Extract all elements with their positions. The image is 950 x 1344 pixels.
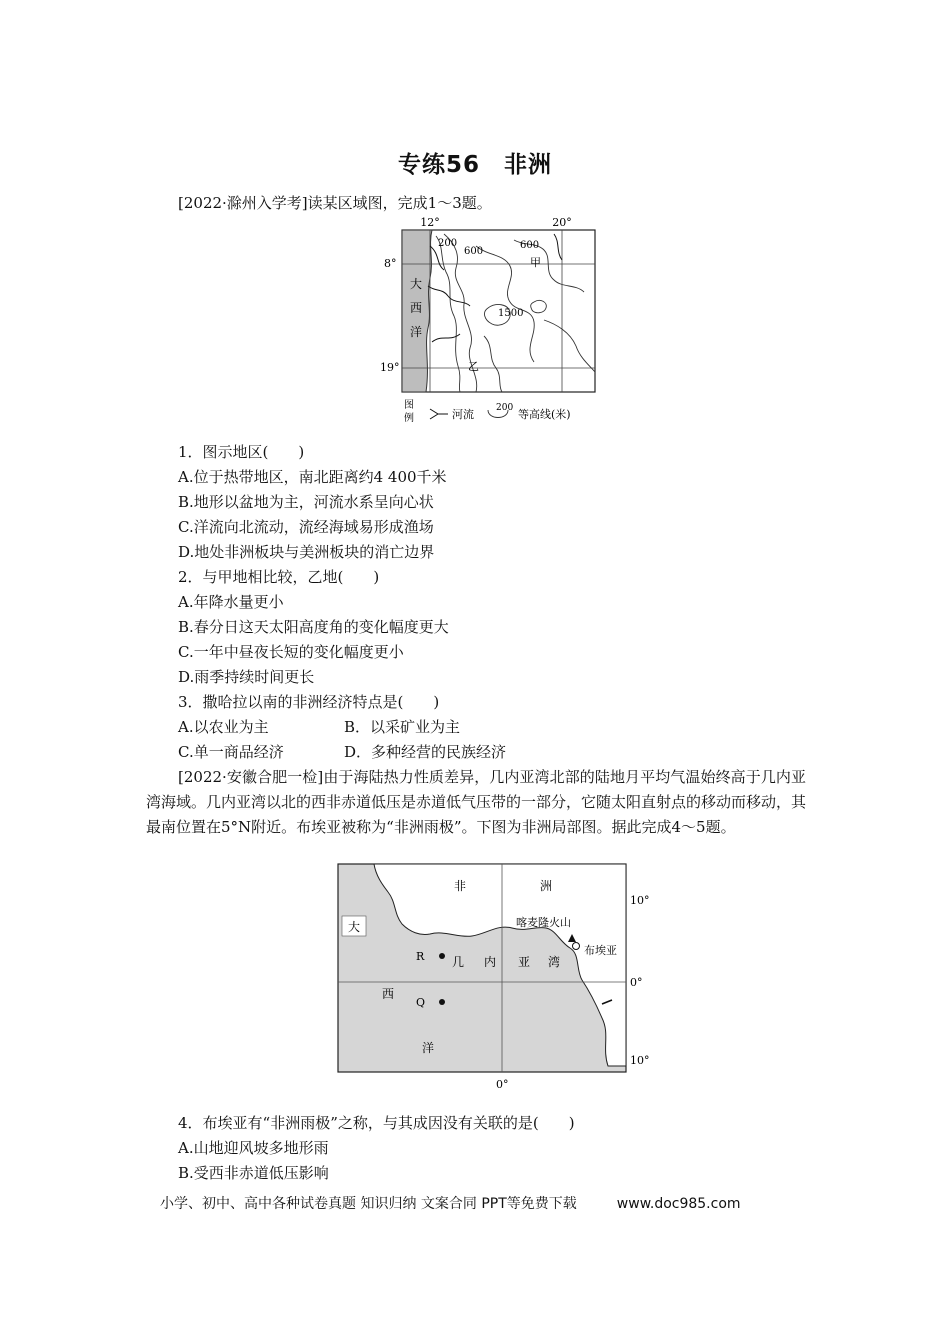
map2-point-r-label: R [416,950,425,963]
map1-lon-left: 12° [420,216,440,229]
footer [160,1193,741,1213]
map2-point-q [439,999,445,1005]
map2-point-q-label: Q [416,996,426,1009]
intro-2: [2022·安徽合肥一检]由于海陆热力性质差异，几内亚湾北部的陆地月平均气温始终高于几内亚湾海域。几内亚湾以北的西非赤道低压是赤道低气压带的一部分，它随太阳直射点的移动而移动，其最南位置在5°N附近。布埃亚被称为“非洲雨极”。下图为非洲局部图。据此完成4～5题。 [146,768,807,836]
map1-legend-contour-value: 200 [496,403,514,413]
q4-stem: 4．布埃亚有“非洲雨极”之称，与其成因没有关联的是( ) [178,1114,575,1132]
q4-option-a: A.山地迎风坡多地形雨 [178,1139,329,1157]
map2-gulf-1: 几 [452,955,465,969]
map2-town-icon [573,943,580,950]
q1-stem: 1．图示地区( ) [178,443,305,461]
map1-ocean-3: 洋 [409,325,423,339]
page-title: 专练56 非洲 [397,152,552,178]
intro-1: [2022·滁州入学考]读某区域图，完成1～3题。 [178,194,492,212]
map2-ocean-1: 大 [348,920,361,934]
map2-lat-mid: 0° [630,976,643,989]
q3-option-c: C.单一商品经济 [178,743,284,761]
q2-option-d: D.雨季持续时间更长 [178,668,315,686]
q3-stem: 3．撒哈拉以南的非洲经济特点是( ) [178,693,440,711]
map1-legend-title-2: 例 [404,413,414,424]
map2-gulf-3: 亚 [518,955,531,969]
q1-option-b: B.地形以盆地为主，河流水系呈向心状 [178,493,434,511]
map2-point-r [439,953,445,959]
map1-place-yi: 乙 [468,360,479,373]
map2-ocean-3: 洋 [422,1041,435,1055]
map1-legend-contour: 等高线(米) [518,408,571,421]
q1-option-c: C.洋流向北流动，流经海域易形成渔场 [178,518,434,536]
map2-lat-top: 10° [630,894,650,907]
q2-option-a: A.年降水量更小 [178,593,284,611]
map2-town-label: 布埃亚 [584,944,617,957]
q1-option-a: A.位于热带地区，南北距离约4 400千米 [178,468,447,486]
q2-stem: 2．与甲地相比较，乙地( ) [178,568,380,586]
map2-lon-bottom: 0° [496,1078,509,1091]
footer-text: 小学、初中、高中各种试卷真题 知识归纳 文案合同 PPT等免费下载 [160,1196,577,1212]
map2-volcano-label: 喀麦隆火山 [516,916,571,929]
map2-lat-bottom: 10° [630,1054,650,1067]
map2-africa-1: 非 [454,879,467,893]
map1-contour-1500: 1500 [498,308,524,319]
map1-contour-200: 200 [438,238,458,249]
map1-lat-top: 8° [384,257,397,270]
region-map-1 [380,216,604,430]
map1-place-jia: 甲 [530,256,541,269]
map1-contour-600a: 600 [464,246,484,257]
map2-africa-2: 洲 [540,879,553,893]
footer-site-link[interactable]: www.doc985.com [616,1196,741,1212]
map2-gulf-4: 湾 [548,955,561,969]
map1-contour-600b: 600 [520,240,540,251]
map1-ocean-2: 西 [409,301,423,315]
q1-option-d: D.地处非洲板块与美洲板块的消亡边界 [178,543,435,561]
q2-option-b: B.春分日这天太阳高度角的变化幅度更大 [178,618,449,636]
map1-legend-river-icon [430,409,448,419]
map1-legend-title-1: 图 [404,400,414,411]
q3-option-d: D．多种经营的民族经济 [344,743,507,761]
q3-option-b: B．以采矿业为主 [344,718,461,736]
map1-lat-bottom: 19° [380,361,400,374]
region-map-2 [334,858,664,1094]
map2-gulf-2: 内 [484,955,497,969]
map1-legend-river: 河流 [452,408,474,421]
map1-lon-right: 20° [552,216,572,229]
q4-option-b: B.受西非赤道低压影响 [178,1164,329,1182]
q2-option-c: C.一年中昼夜长短的变化幅度更小 [178,643,404,661]
map1-ocean-1: 大 [409,277,423,291]
q3-option-a: A.以农业为主 [178,718,269,736]
map2-ocean-2: 西 [382,987,395,1001]
